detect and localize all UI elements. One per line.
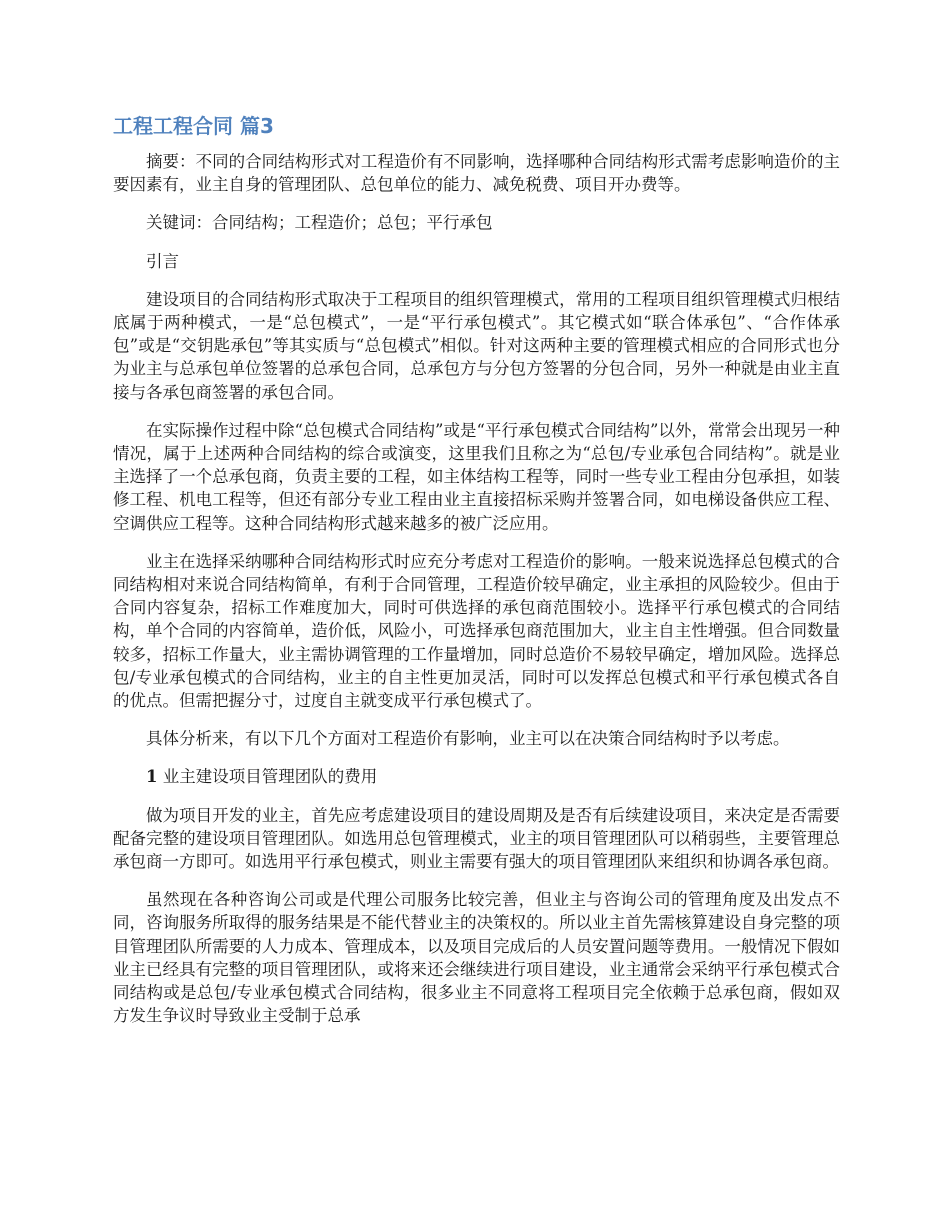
abstract-paragraph: 摘要：不同的合同结构形式对工程造价有不同影响，选择哪种合同结构形式需考虑影响造价的主要因素有，业主自身的管理团队、总包单位的能力、减免税费、项目开办费等。 <box>113 152 840 195</box>
section-title: 业主建设项目管理团队的费用 <box>162 767 378 787</box>
document-body <box>113 150 840 1028</box>
body-paragraph: 做为项目开发的业主，首先应考虑建设项目的建设周期及是否有后续建设项目，来决定是否需要配备完整的建设项目管理团队。如选用总包管理模式，业主的项目管理团队可以稍弱些，主要管理总承包商一方即可。如选用平行承包模式，则业主需要有强大的项目管理团队来组织和协调各承包商。 <box>113 805 840 872</box>
body-paragraph: 在实际操作过程中除“总包模式合同结构”或是“平行承包模式合同结构”以外，常常会出现另一种情况，属于上述两种合同结构的综合或演变，这里我们且称之为“总包/专业承包合同结构”。就是业主选择了一个总承包商，负责主要的工程，如主体结构工程等，同时一些专业工程由分包承担，如装修工程、机电工程等，但还有部分专业工程由业主直接招标采购并签署合同，如电梯设备供应工程、空调供应工程等。这种合同结构形式越来越多的被广泛应用。 <box>113 420 840 533</box>
body-paragraph: 建设项目的合同结构形式取决于工程项目的组织管理模式，常用的工程项目组织管理模式归根结底属于两种模式，一是“总包模式”，一是“平行承包模式”。其它模式如“联合体承包”、“合作体承包”或是“交钥匙承包”等其实质与“总包模式”相似。针对这两种主要的管理模式相应的合同形式也分为业主与总承包单位签署的总承包合同，总承包方与分包方签署的分包合同，另外一种就是由业主直接与各承包商签署的承包合同。 <box>113 289 840 402</box>
section-heading <box>113 765 840 788</box>
keywords-paragraph: 关键词：合同结构；工程造价；总包；平行承包 <box>146 213 493 233</box>
introduction-heading: 引言 <box>146 251 179 271</box>
section-number: 1 <box>146 767 158 787</box>
body-paragraph: 具体分析来，有以下几个方面对工程造价有影响，业主可以在决策合同结构时予以考虑。 <box>146 729 790 749</box>
body-paragraph: 业主在选择采纳哪种合同结构形式时应充分考虑对工程造价的影响。一般来说选择总包模式的合同结构相对来说合同结构简单，有利于合同管理，工程造价较早确定，业主承担的风险较少。但由于合同内容复杂，招标工作难度加大，同时可供选择的承包商范围较小。选择平行承包模式的合同结构，单个合同的内容简单，造价低，风险小，可选择承包商范围加大，业主自主性增强。但合同数量较多，招标工作量大，业主需协调管理的工作量增加，同时总造价不易较早确定，增加风险。选择总包/专业承包模式的合同结构，业主的自主性更加灵活，同时可以发挥总包模式和平行承包模式各自的优点。但需把握分寸，过度自主就变成平行承包模式了。 <box>113 551 840 711</box>
body-paragraph: 虽然现在各种咨询公司或是代理公司服务比较完善，但业主与咨询公司的管理角度及出发点不同，咨询服务所取得的服务结果是不能代替业主的决策权的。所以业主首先需核算建设自身完整的项目管理团队所需要的人力成本、管理成本，以及项目完成后的人员安置问题等费用。一般情况下假如业主已经具有完整的项目管理团队，或将来还会继续进行项目建设，业主通常会采纳平行承包模式合同结构或是总包/专业承包模式合同结构，很多业主不同意将工程项目完全依赖于总承包商，假如双方发生争议时导致业主受制于总承 <box>113 890 840 1026</box>
document-title: 工程工程合同 篇3 <box>113 114 274 138</box>
